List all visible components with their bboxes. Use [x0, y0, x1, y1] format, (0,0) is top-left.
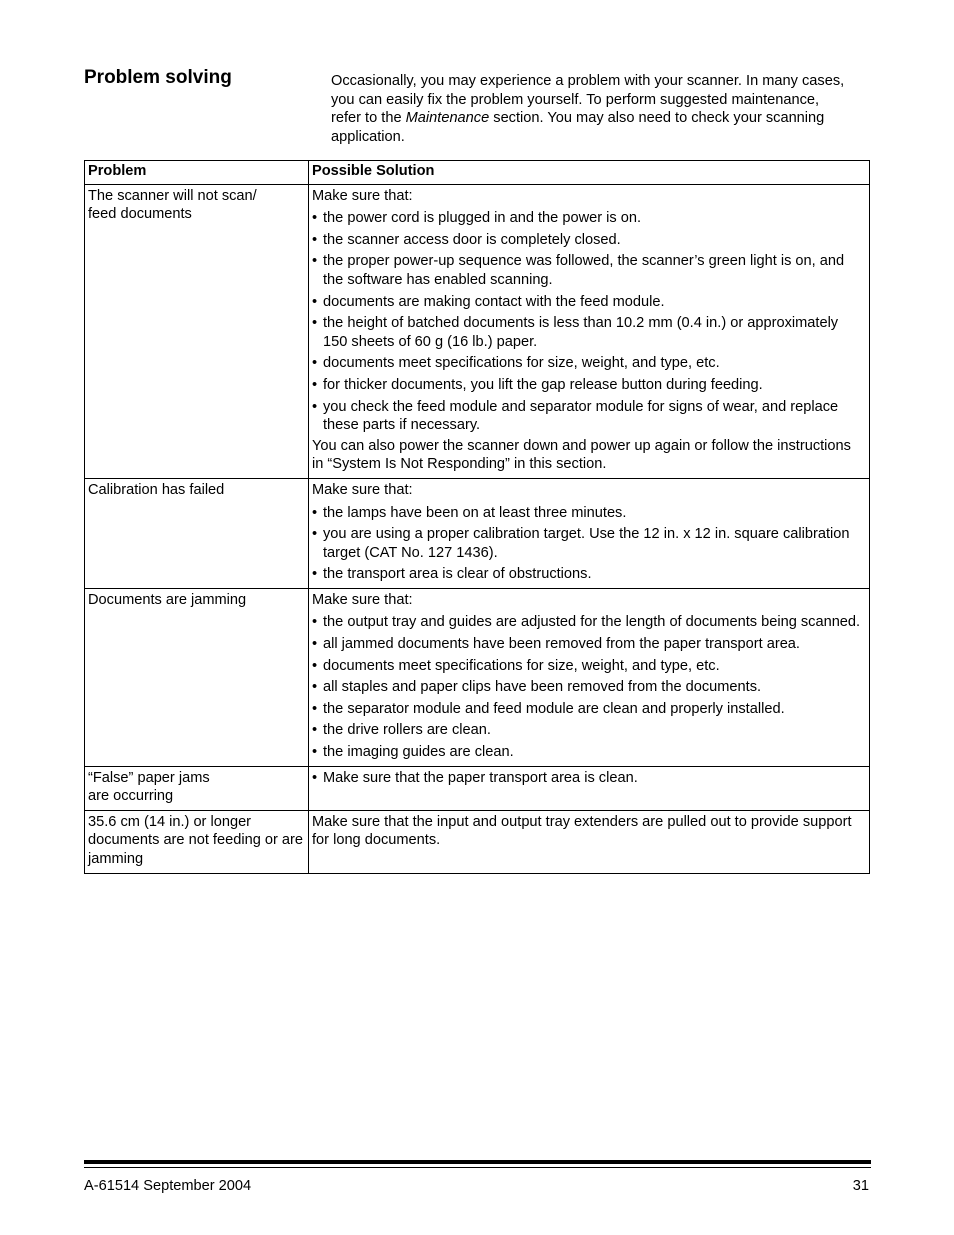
- header-possible-solution: Possible Solution: [309, 161, 870, 185]
- intro-paragraph: [331, 72, 851, 146]
- section-title: Problem solving: [84, 67, 232, 88]
- solution-bullet-item: • the transport area is clear of obstructions.: [312, 565, 866, 584]
- solution-bullet-item: • documents are making contact with the feed module.: [312, 293, 866, 312]
- solution-bullet-item: • the scanner access door is completely closed.: [312, 231, 866, 250]
- footer-document-id: A-61514 September 2004: [84, 1178, 252, 1194]
- solution-bullet-item: • the lamps have been on at least three minutes.: [312, 504, 866, 523]
- solution-bullet-item: • you are using a proper calibration target. Use the 12 in. x 12 in. square calibration target (CAT No. 127 1436).: [312, 525, 866, 562]
- problem-cell: The scanner will not scan/ feed documents: [85, 184, 309, 478]
- solution-bullet-list: [312, 613, 866, 761]
- solution-bullet-item: • the output tray and guides are adjusted for the length of documents being scanned.: [312, 613, 866, 632]
- solution-cell: [309, 478, 870, 588]
- solution-lead-text: Make sure that:: [312, 481, 413, 498]
- solution-bullet-item: • the imaging guides are clean.: [312, 743, 866, 762]
- footer-rule-thin: [84, 1167, 871, 1168]
- intro-text-end: section. You may also need to check your scanning application.: [331, 110, 825, 145]
- solution-cell: [309, 766, 870, 810]
- intro-maintenance-reference: Maintenance: [405, 110, 490, 127]
- table-row: [85, 810, 870, 873]
- intro-text-start: Occasionally, you may experience a problem with your scanner. In many cases, you can easily fix the problem yourself. To perform suggested maintenance, refer to the: [331, 73, 845, 127]
- problem-cell: “False” paper jams are occurring: [85, 766, 309, 810]
- solution-bullet-list: [312, 504, 866, 584]
- table-row: [85, 478, 870, 588]
- solution-cell: [309, 184, 870, 478]
- table-row: [85, 588, 870, 766]
- footer-page-number: 31: [852, 1178, 869, 1194]
- solution-bullet-item: • all jammed documents have been removed from the paper transport area.: [312, 635, 866, 654]
- solution-bullet-item: • Make sure that the paper transport area is clean.: [312, 769, 866, 788]
- problem-solution-table: [84, 160, 870, 874]
- problem-cell: Documents are jamming: [85, 588, 309, 766]
- table-row: [85, 184, 870, 478]
- table-header-row: [85, 161, 870, 185]
- solution-bullet-item: • the power cord is plugged in and the power is on.: [312, 209, 866, 228]
- problem-cell: Calibration has failed: [85, 478, 309, 588]
- solution-bullet-item: • documents meet specifications for size, weight, and type, etc.: [312, 354, 866, 373]
- solution-bullet-item: • all staples and paper clips have been removed from the documents.: [312, 678, 866, 697]
- solution-tail-text: You can also power the scanner down and power up again or follow the instructions in “System Is Not Responding” in this section.: [312, 437, 851, 473]
- solution-lead-text: Make sure that the input and output tray extenders are pulled out to provide support for long documents.: [312, 813, 852, 849]
- footer-rule-thick: [84, 1160, 871, 1164]
- problem-cell: 35.6 cm (14 in.) or longer documents are not feeding or are jamming: [85, 810, 309, 873]
- solution-bullet-item: • the separator module and feed module are clean and properly installed.: [312, 700, 866, 719]
- solution-bullet-list: [312, 209, 866, 435]
- table-row: [85, 766, 870, 810]
- solution-bullet-item: • the drive rollers are clean.: [312, 721, 866, 740]
- solution-bullet-list: [312, 769, 866, 788]
- solution-bullet-item: • for thicker documents, you lift the gap release button during feeding.: [312, 376, 866, 395]
- header-problem: Problem: [85, 161, 309, 185]
- solution-cell: [309, 588, 870, 766]
- solution-bullet-item: • the height of batched documents is less than 10.2 mm (0.4 in.) or approximately 150 sheets of 60 g (16 lb.) paper.: [312, 314, 866, 351]
- table-body: [85, 184, 870, 873]
- solution-lead-text: Make sure that:: [312, 591, 413, 608]
- solution-bullet-item: • documents meet specifications for size, weight, and type, etc.: [312, 657, 866, 676]
- solution-bullet-item: • the proper power-up sequence was followed, the scanner’s green light is on, and the software has enabled scanning.: [312, 252, 866, 289]
- solution-bullet-item: • you check the feed module and separator module for signs of wear, and replace these parts if necessary.: [312, 398, 866, 435]
- solution-lead-text: Make sure that:: [312, 187, 413, 204]
- solution-cell: [309, 810, 870, 873]
